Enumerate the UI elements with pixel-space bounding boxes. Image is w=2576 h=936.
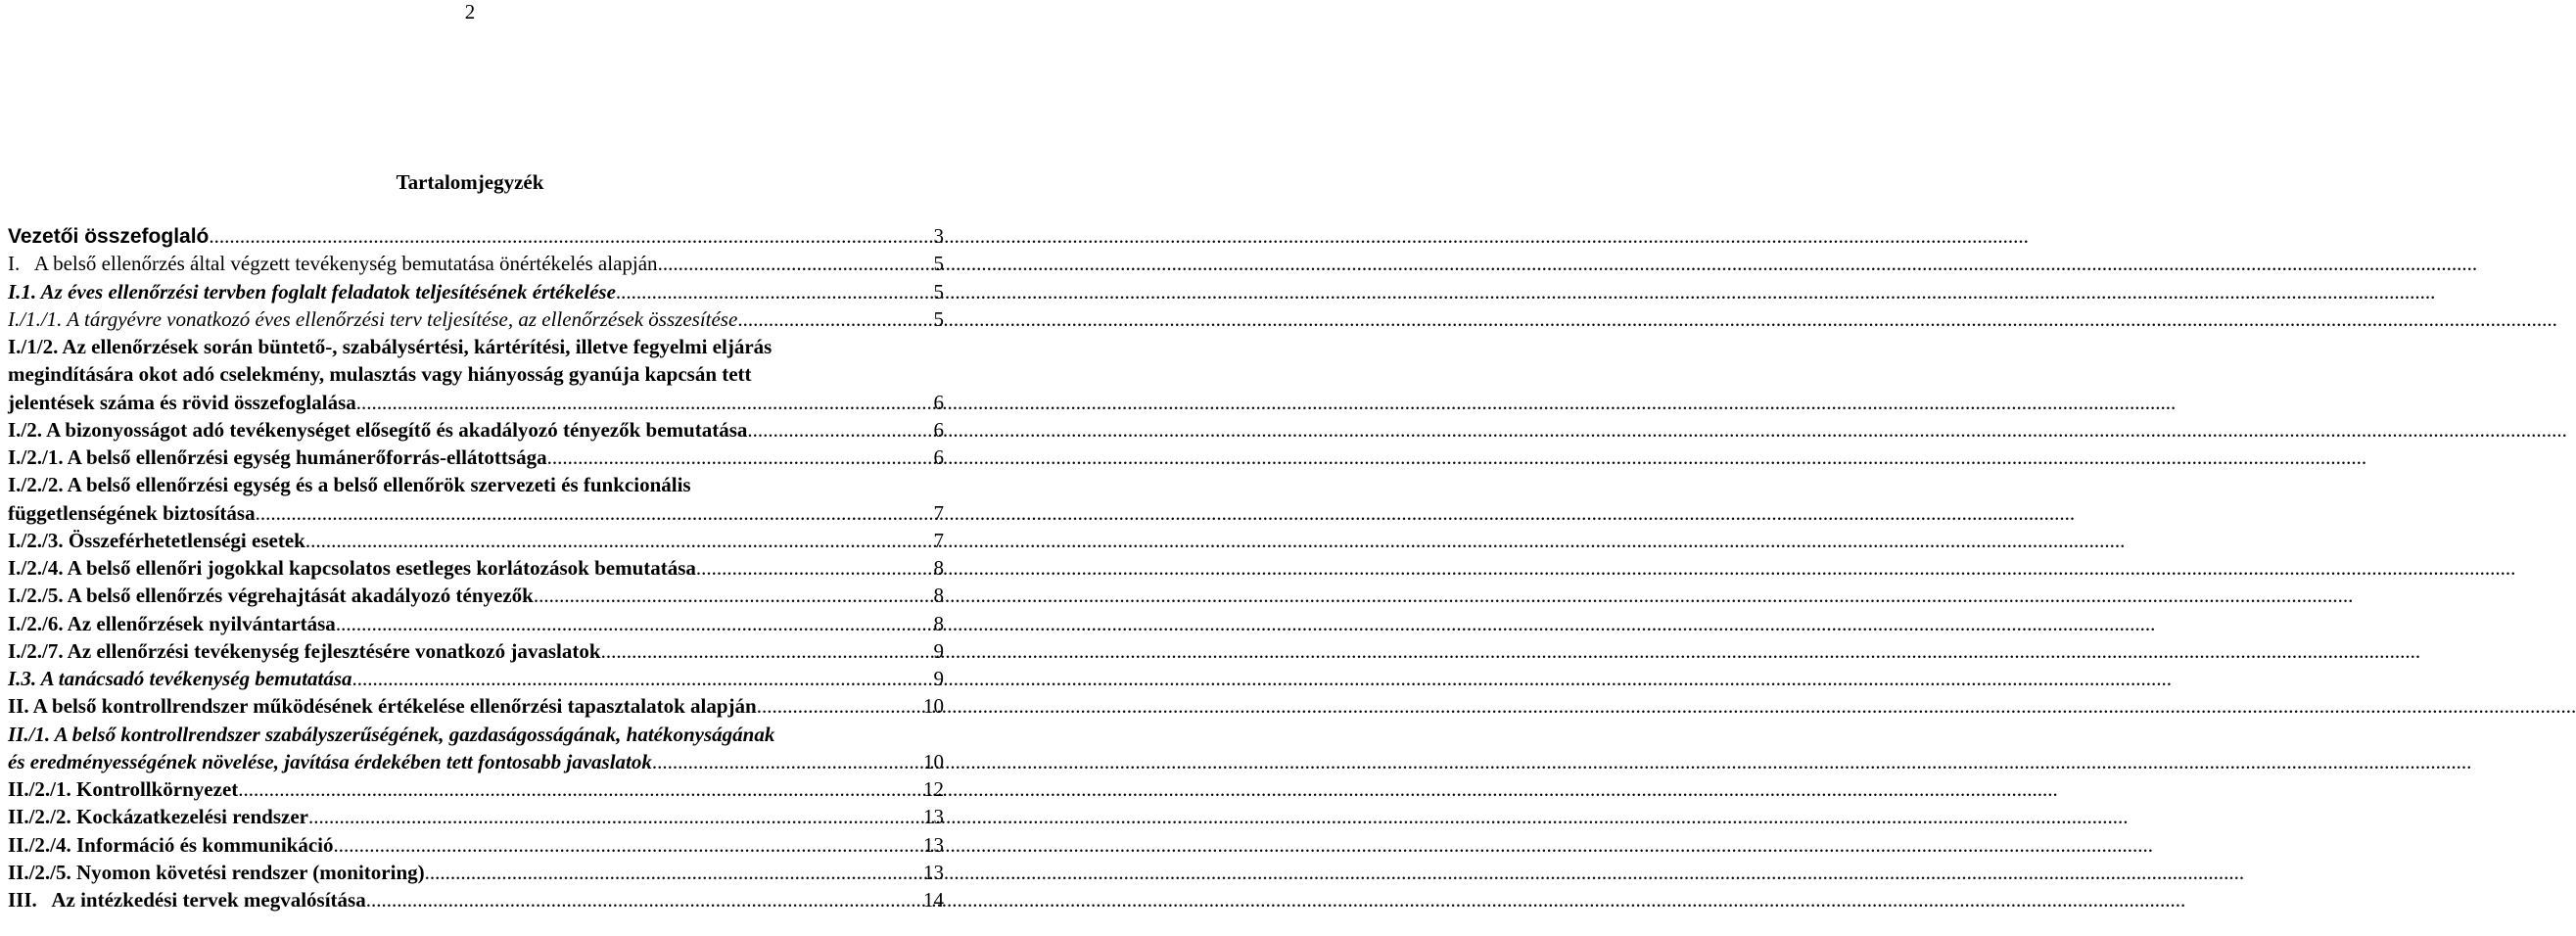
toc-entry-page: 5 [933, 252, 944, 276]
leader-dots [737, 305, 931, 333]
leader-dots [616, 278, 932, 305]
toc-entry-label: I.3. A tanácsadó tevékenység bemutatása [8, 667, 352, 690]
toc-entry-label: I./2./1. A belső ellenőrzési egység humánerőforrás-ellátottsága [8, 445, 547, 469]
toc-entry-label: II. A belső kontrollrendszer működésének értékelése ellenőrzési tapasztalatok alapján [8, 694, 757, 719]
toc-entry-label: függetlenségének biztosítása [8, 500, 256, 525]
toc-entry-label: II./2./4. Információ és kommunikáció [8, 832, 334, 857]
toc-entry-label: I./2. A bizonyosságot adó tevékenységet elősegítő és akadályozó tényezők bemutatása [8, 417, 748, 442]
toc-entry-I-2-4[interactable] [8, 554, 944, 582]
toc-entry-page: 12 [923, 777, 944, 801]
toc-entry-II-1[interactable] [8, 721, 944, 776]
toc-entry-label: I.1. Az éves ellenőrzési tervben foglalt feladatok teljesítésének értékelése [8, 279, 616, 304]
leader-dots [658, 250, 932, 277]
toc-entry-I-1-1[interactable] [8, 305, 944, 333]
toc-entry-II-2-4[interactable] [8, 831, 944, 859]
toc-entry-label: III. Az intézkedési tervek megvalósítása [8, 888, 366, 912]
leader-dots [425, 859, 921, 886]
toc-entry-page: 6 [933, 445, 944, 469]
toc-title: Tartalomjegyzék [396, 170, 544, 194]
leader-dots [747, 416, 931, 444]
leader-dots [534, 582, 932, 609]
leader-dots [696, 554, 932, 582]
toc-entry-page: 3 [933, 224, 944, 248]
leader-dots [238, 775, 921, 803]
toc-entry-page: 5 [933, 306, 944, 331]
toc-entry-label: jelentések száma és rövid összefoglalása [8, 390, 356, 414]
toc-entry-label: I./1./1. A tárgyévre vonatkozó éves ellenőrzési terv teljesítése, az ellenőrzések összesítése [8, 306, 738, 331]
leader-dots [757, 692, 921, 720]
toc-entry-label: I./2./7. Az ellenőrzési tevékenység fejlesztésére vonatkozó javaslatok [8, 638, 601, 663]
toc-entry-I-2-1[interactable] [8, 444, 944, 471]
toc-entry-page: 7 [933, 500, 944, 525]
toc-entry-label: I./2./5. A belső ellenőrzés végrehajtását akadályozó tényezők [8, 584, 534, 608]
toc-entry-page: 9 [933, 638, 944, 663]
toc-entry-I-2-3[interactable] [8, 527, 944, 554]
toc-entry-line: I./2./2. A belső ellenőrzési egység és a belső ellenőrök szervezeti és funkcionális [8, 473, 691, 497]
toc-entry-II[interactable] [8, 692, 944, 720]
toc-entry-page: 10 [923, 694, 944, 719]
toc-entry-I-2-7[interactable] [8, 637, 944, 665]
toc-entry-II-2-5[interactable] [8, 859, 944, 886]
leader-dots [305, 527, 932, 554]
leader-dots [601, 637, 932, 665]
toc-entry-label: I./2./3. Összeférhetetlenségi esetek [8, 528, 305, 552]
toc-entry-label: II./2./5. Nyomon követési rendszer (monitoring) [8, 860, 425, 884]
toc-entry-page: 8 [933, 611, 944, 635]
toc-entry-page: 7 [933, 528, 944, 552]
toc-entry-page: 9 [933, 667, 944, 690]
toc-entry-line: megindítására okot adó cselekmény, mulasztás vagy hiányosság gyanúja kapcsán tett [8, 362, 752, 387]
toc-entry-vezetoi[interactable] [8, 222, 944, 250]
leader-dots [366, 886, 921, 913]
toc-entry-label: I. A belső ellenőrzés által végzett tevékenység bemutatása önértékelés alapján [8, 252, 658, 276]
toc-entry-page: 8 [933, 556, 944, 580]
leader-dots [209, 222, 931, 250]
toc-entry-line: II./1. A belső kontrollrendszer szabályszerűségének, gazdaságosságának, hatékonyságának [8, 722, 775, 746]
toc-entry-page: 13 [923, 860, 944, 884]
toc-entry-page: 8 [933, 584, 944, 608]
table-of-contents [8, 222, 944, 913]
leader-dots [334, 831, 921, 859]
toc-entry-II-2-1[interactable] [8, 775, 944, 803]
toc-entry-label: II./2./1. Kontrollkörnyezet [8, 777, 239, 801]
toc-entry-III[interactable] [8, 886, 944, 913]
leader-dots [652, 748, 921, 775]
toc-entry-label: és eredményességének növelése, javítása érdekében tett fontosabb javaslatok [8, 749, 652, 773]
toc-entry-page: 13 [923, 832, 944, 857]
leader-dots [356, 389, 932, 416]
toc-entry-label: II./2./2. Kockázatkezelési rendszer [8, 805, 308, 829]
toc-entry-I-2[interactable] [8, 416, 944, 444]
toc-entry-I[interactable] [8, 250, 944, 277]
toc-entry-page: 6 [933, 390, 944, 414]
toc-entry-label: I./2./6. Az ellenőrzések nyilvántartása [8, 611, 336, 635]
toc-entry-label: Vezetői összefoglaló [8, 225, 210, 248]
page-number: 2 [464, 0, 476, 23]
leader-dots [308, 803, 921, 830]
leader-dots [256, 499, 932, 527]
leader-dots [547, 444, 932, 471]
toc-entry-page: 5 [933, 279, 944, 304]
toc-entry-line: I./1/2. Az ellenőrzések során büntető-, szabálysértési, kártérítési, illetve fegyelmi eljárás [8, 335, 773, 358]
toc-entry-page: 14 [923, 888, 944, 912]
toc-entry-I-2-2[interactable] [8, 471, 944, 527]
toc-entry-label: I./2./4. A belső ellenőri jogokkal kapcsolatos esetleges korlátozások bemutatása [8, 556, 696, 580]
leader-dots [336, 610, 932, 637]
toc-entry-I-2-5[interactable] [8, 582, 944, 609]
toc-entry-I-1[interactable] [8, 278, 944, 305]
toc-entry-I-3[interactable] [8, 665, 944, 692]
toc-entry-I-2-6[interactable] [8, 610, 944, 637]
toc-entry-I-1-2[interactable] [8, 333, 944, 416]
leader-dots [352, 665, 932, 692]
toc-entry-page: 10 [923, 749, 944, 773]
toc-entry-II-2-2[interactable] [8, 803, 944, 830]
toc-entry-page: 13 [923, 805, 944, 829]
toc-entry-page: 6 [933, 417, 944, 442]
